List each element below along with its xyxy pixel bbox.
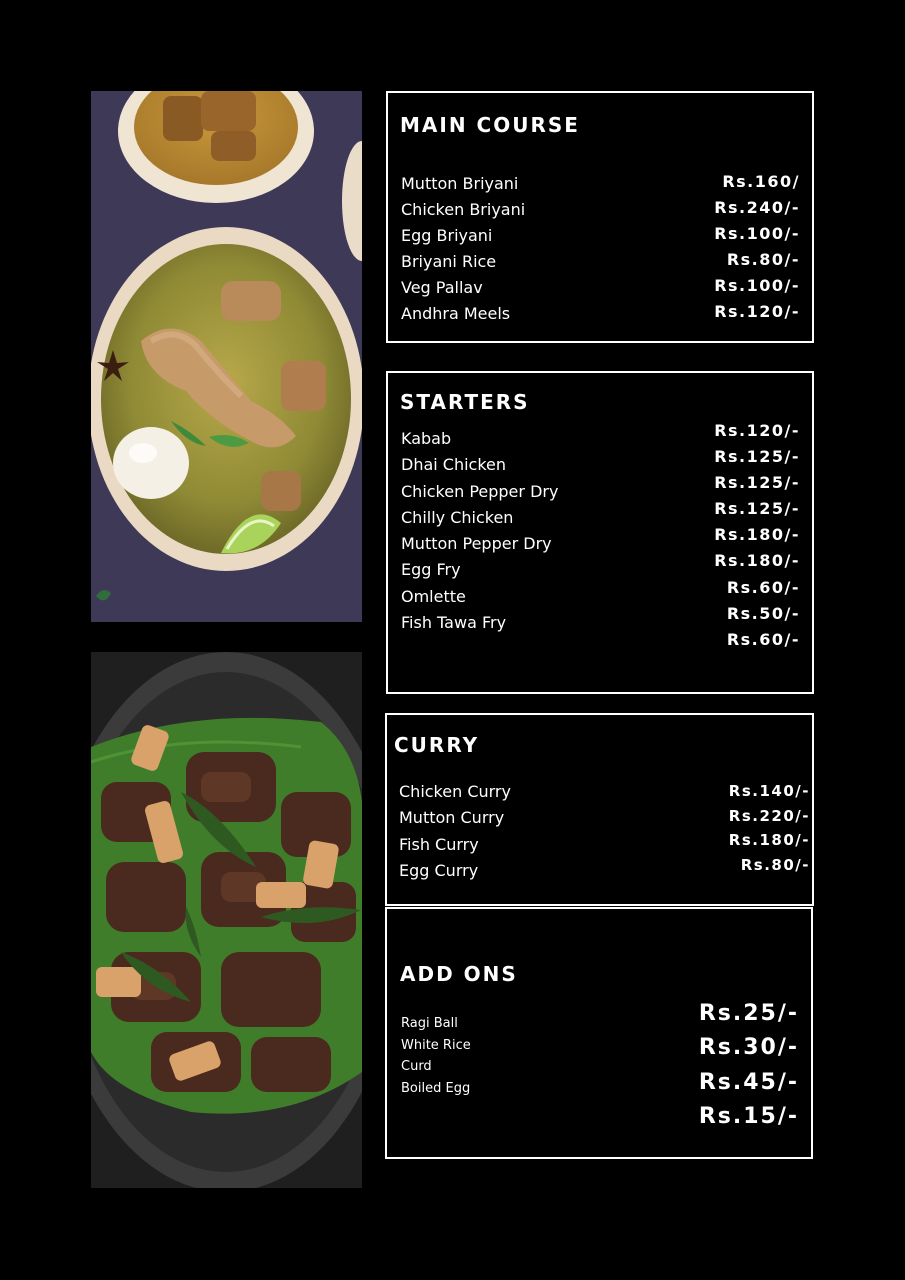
menu-item: Egg Curry [399,860,479,880]
menu-price: Rs.125/- [714,499,800,519]
menu-item: Ragi Ball [401,1016,458,1031]
main-course-prices [714,169,800,325]
add-ons-title: ADD ONS [400,962,518,986]
menu-item: Chilly Chicken [401,507,514,527]
menu-price: Rs.125/- [714,473,800,493]
menu-price: Rs.120/- [714,421,800,440]
menu-item: Dhai Chicken [401,455,507,475]
menu-price: Rs.140/- [728,782,810,800]
add-ons-items [401,1013,471,1099]
menu-price: Rs.45/- [698,1069,799,1095]
biryani-photo [91,91,362,622]
menu-item: Boiled Egg [401,1080,471,1096]
menu-item: Mutton Curry [399,808,505,828]
menu-price: Rs.60/- [726,629,800,649]
menu-price: Rs.120/- [714,302,800,321]
menu-item: Fish Curry [399,834,479,854]
menu-item: Andhra Meels [401,304,511,323]
menu-item: Chicken Briyani [401,200,526,219]
starters-items [401,426,558,636]
menu-price: Rs.240/- [714,198,800,217]
menu-price: Rs.15/- [698,1103,799,1129]
menu-item: Briyani Rice [401,252,497,271]
menu-price: Rs.100/- [714,224,800,243]
add-ons-prices [699,997,799,1134]
menu-price: Rs.60/- [726,577,800,597]
menu-price: Rs.80/- [740,856,810,875]
menu-item: Mutton Briyani [401,174,519,193]
main-course-items [401,171,525,327]
menu-item: Chicken Pepper Dry [401,481,559,501]
menu-item: Veg Pallav [401,278,483,297]
menu-price: Rs.180/- [714,525,800,545]
menu-item: Kabab [401,429,452,448]
menu-price: Rs.80/- [726,250,800,269]
curry-section [385,713,814,906]
menu-price: Rs.180/- [714,551,800,571]
curry-prices [729,779,810,878]
menu-item: Fish Tawa Fry [401,613,507,633]
starters-section [386,371,814,694]
starters-prices [714,418,800,653]
menu-item: Curd [401,1059,432,1074]
menu-price: Rs.50/- [726,603,800,623]
starters-title: STARTERS [400,390,530,414]
menu-item: Omlette [401,586,466,606]
menu-item: Egg Fry [401,560,461,580]
mutton-fry-photo [91,652,362,1188]
add-ons-section [385,907,813,1159]
menu-price: Rs.180/- [728,831,810,850]
curry-title: CURRY [394,733,480,757]
main-course-title: MAIN COURSE [400,113,580,137]
menu-price: Rs.125/- [714,447,800,467]
menu-price: Rs.30/- [698,1035,799,1061]
menu-price: Rs.220/- [728,806,810,825]
menu-item: White Rice [401,1037,471,1053]
menu-price: Rs.160/ [722,172,800,191]
menu-item: Chicken Curry [399,782,511,801]
main-course-section [386,91,814,343]
menu-item: Egg Briyani [401,226,493,245]
menu-price: Rs.100/- [714,276,800,295]
menu-price: Rs.25/- [698,1001,799,1026]
menu-item: Mutton Pepper Dry [401,534,552,554]
curry-items [399,779,511,884]
